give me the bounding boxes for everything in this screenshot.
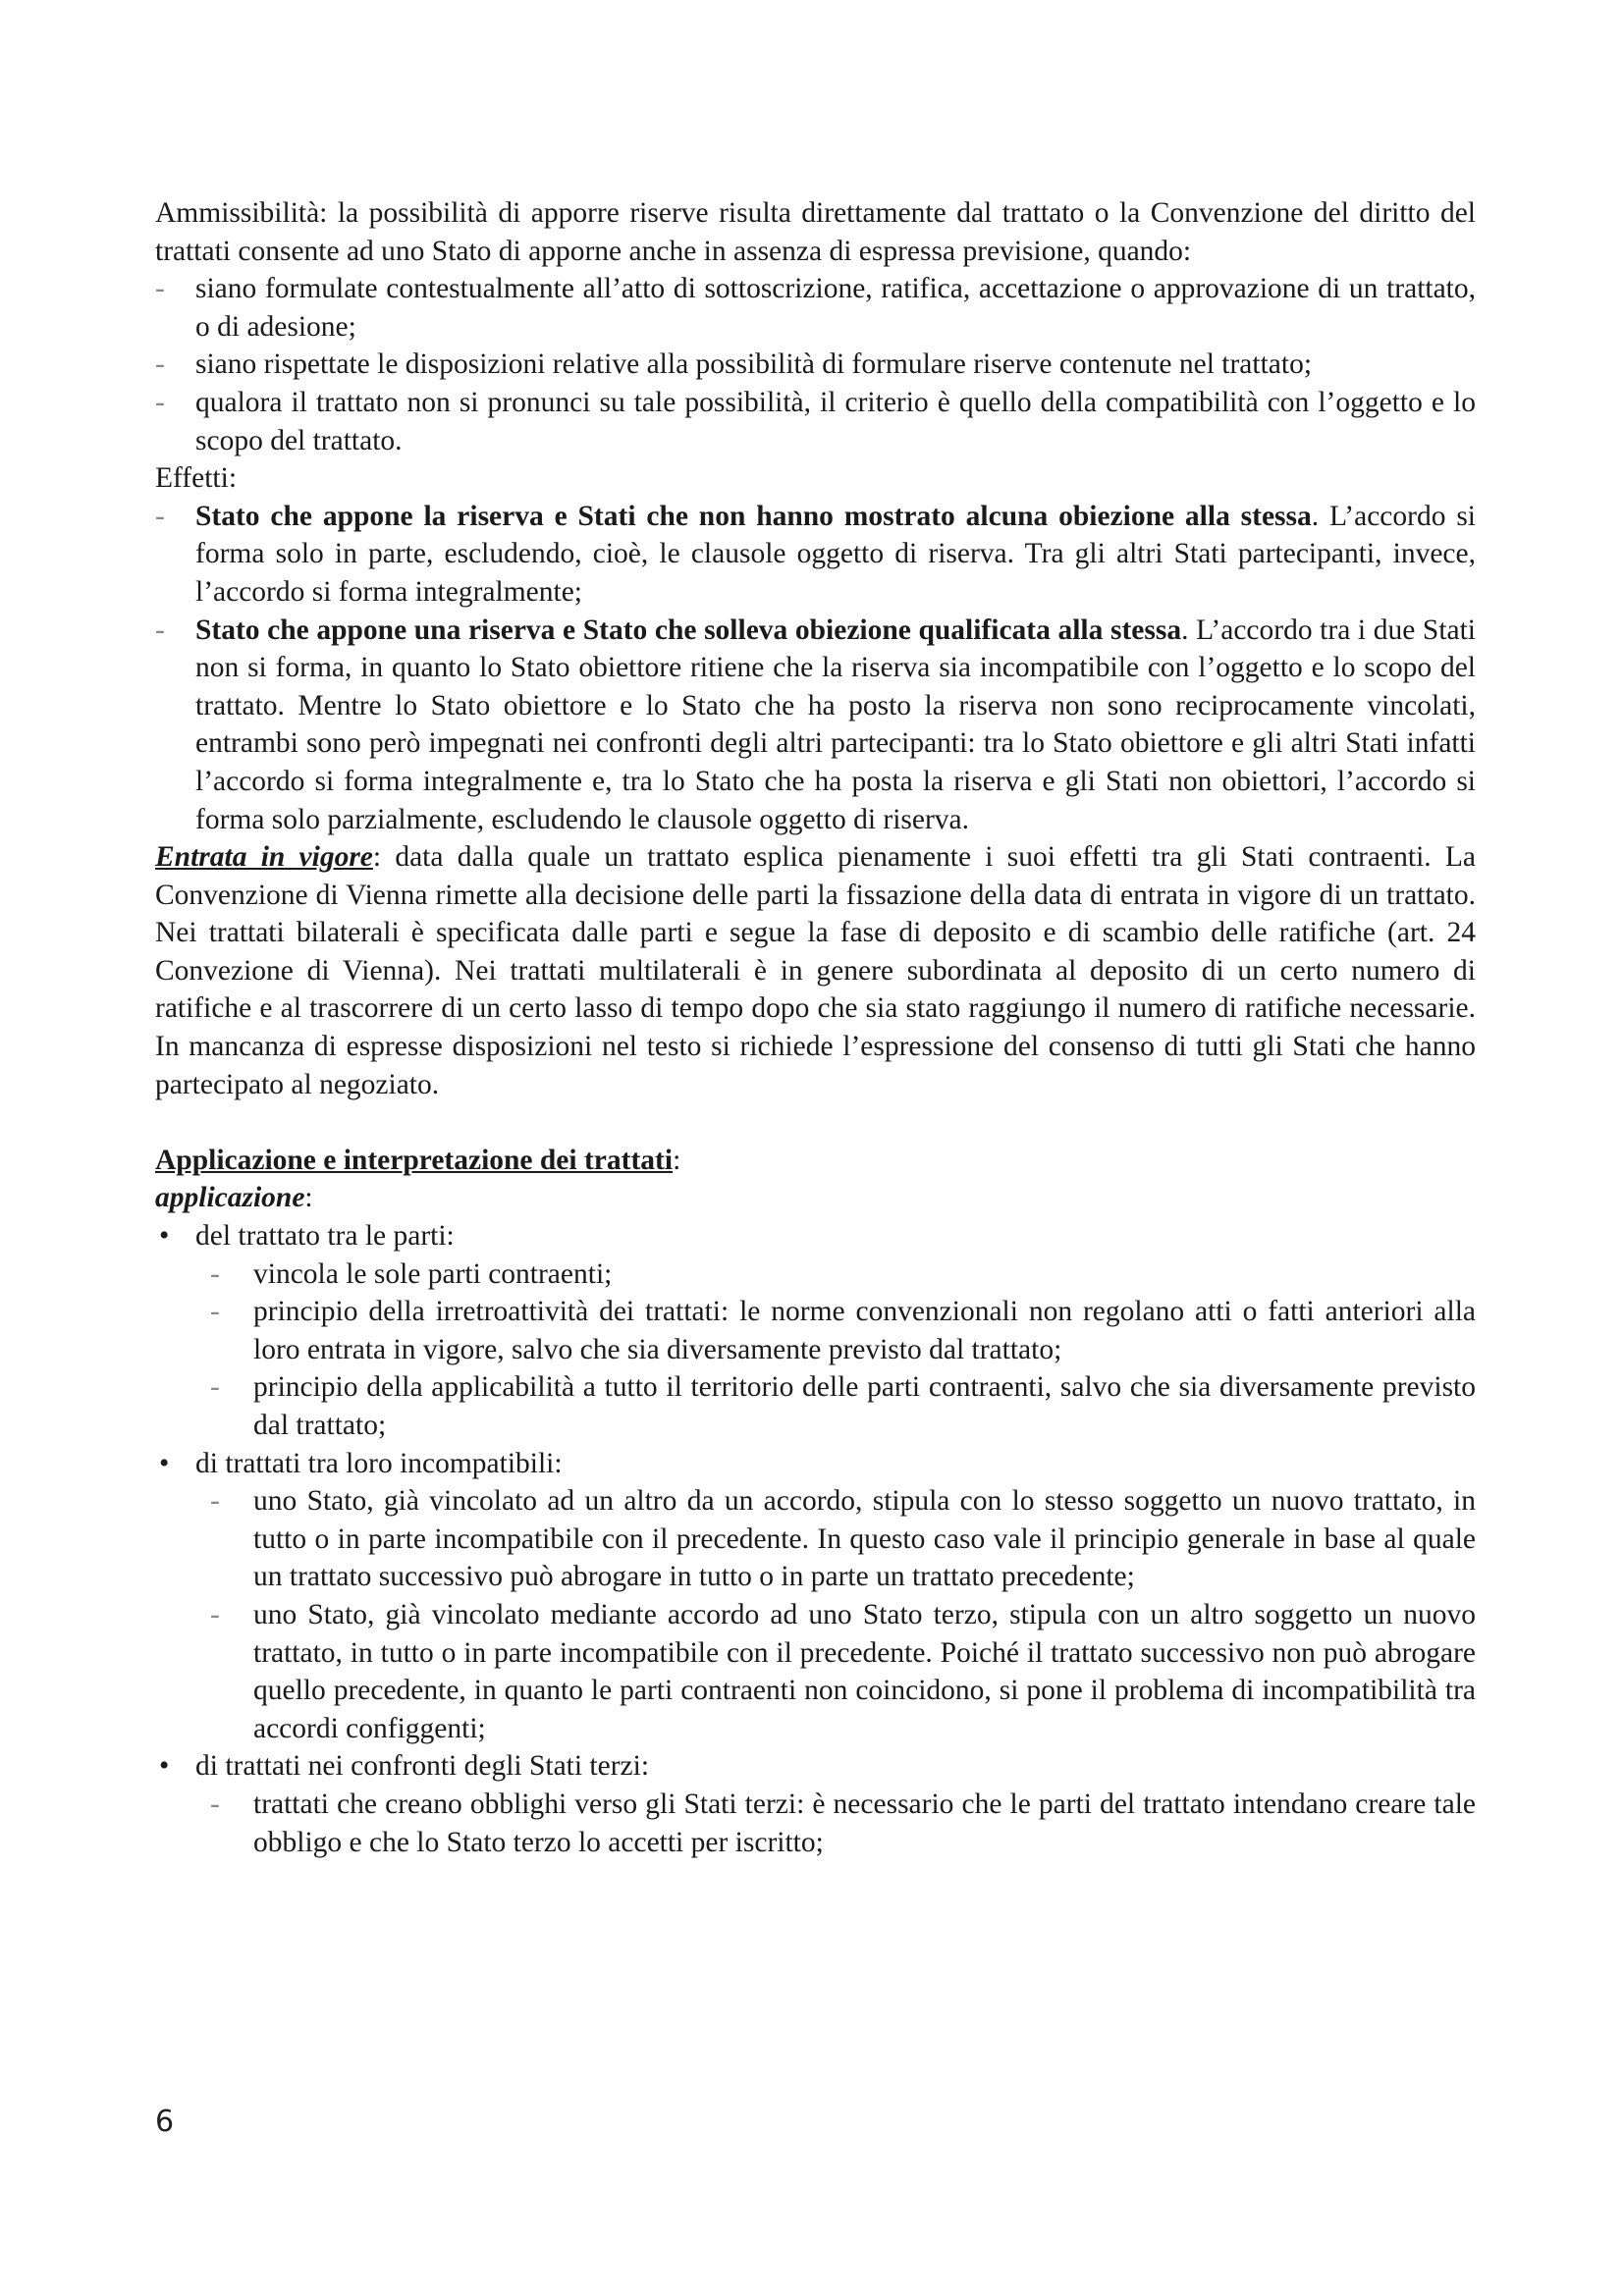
section-title: Applicazione e interpretazione dei trattati <box>155 1144 674 1176</box>
list-item-text: siano rispettate le disposizioni relative alla possibilità di formulare riserve contenute nel trattato; <box>195 348 1313 381</box>
subsection-heading <box>155 1179 1476 1217</box>
sub-list-item <box>155 1293 1476 1368</box>
entrata-term: Entrata in vigore <box>155 841 373 874</box>
dash-marker: - <box>155 614 165 646</box>
list-item-text: qualora il trattato non si pronunci su tale possibilità, il criterio è quello della compatibilità con l’oggetto e lo scopo del trattato. <box>195 386 1476 456</box>
bullet-label: di trattati nei confronti degli Stati terzi: <box>195 1750 650 1783</box>
subsection-title-colon: : <box>304 1182 313 1214</box>
sub-list-item-text: principio della irretroattività dei trattati: le norme convenzionali non regolano atti o fatti anteriori alla loro entrata in vigore, salvo che sia diversamente previsto dal trattato; <box>253 1296 1476 1365</box>
dash-marker: - <box>210 1296 220 1328</box>
list-item <box>155 270 1476 346</box>
dash-marker: - <box>210 1257 220 1290</box>
dash-marker: - <box>155 386 165 418</box>
page-number: 6 <box>155 2105 175 2139</box>
list-item <box>155 498 1476 612</box>
list-item-text: . L’accordo tra i due Stati non si forma, in quanto lo Stato obiettore ritiene che la riserva sia incompatibile con l’oggetto e lo scopo del trattato. Mentre lo Stato obiettore e lo Stato che ha posto la riserva non sono reciprocamente vincolati, entrambi sono però impegnati nei confronti degli altri partecipanti: tra lo Stato obiettore e gli altri Stati infatti l’accordo si forma integralmente e, tra lo Stato che ha posta la riserva e gli Stati non obiettori, l’accordo si forma solo parzialmente, escludendo le clausole oggetto di riserva. <box>195 614 1476 835</box>
sub-list-item <box>155 1368 1476 1444</box>
sub-list-item <box>155 1596 1476 1747</box>
entrata-text: : data dalla quale un trattato esplica pienamente i suoi effetti tra gli Stati contraenti. La Convenzione di Vienna rimette alla decisione delle parti la fissazione della data di entrata in vigore di un trattato. Nei trattati bilaterali è specificata dalle parti e segue la fase di deposito e di scambio delle ratifiche (art. 24 Convezione di Vienna). Nei trattati multilaterali è in genere subordinata al deposito di un certo numero di ratifiche e al trascorrere di un certo lasso di tempo dopo che sia stato raggiungo il numero di ratifiche necessarie. In mancanza di espresse disposizioni nel testo si richiede l’espressione del consenso di tutti gli Stati che hanno partecipato al negoziato. <box>155 841 1476 1100</box>
effetto-bold-title: Stato che appone una riserva e Stato che solleva obiezione qualificata alla stessa <box>195 614 1182 646</box>
dash-marker: - <box>210 1485 220 1518</box>
sub-list-item-text: vincola le sole parti contraenti; <box>253 1257 613 1290</box>
list-item <box>155 384 1476 459</box>
bullet-item <box>155 1217 1476 1255</box>
sub-list-item <box>155 1482 1476 1596</box>
bullet-marker: • <box>159 1447 170 1479</box>
list-item <box>155 612 1476 839</box>
bullet-marker: • <box>159 1220 170 1253</box>
sub-list-item-text: uno Stato, già vincolato ad un altro da un accordo, stipula con lo stesso soggetto un nuovo trattato, in tutto o in parte incompatibile con il precedente. In questo caso vale il principio generale in base al quale un trattato successivo può abrogare in tutto o in parte un trattato precedente; <box>253 1485 1476 1593</box>
dash-marker: - <box>155 348 165 381</box>
effetti-heading: Effetti: <box>155 462 238 495</box>
dash-marker: - <box>155 500 165 532</box>
list-item <box>155 346 1476 384</box>
list-item-text: . L’accordo si forma solo in parte, escludendo, cioè, le clausole oggetto di riserva. Tra gli altri Stati partecipanti, invece, l’accordo si forma integralmente; <box>195 500 1476 608</box>
dash-marker: - <box>210 1371 220 1404</box>
section-heading <box>155 1142 1476 1180</box>
sub-list-item <box>155 1786 1476 1861</box>
spacer <box>155 1103 1476 1142</box>
entrata-paragraph <box>155 838 1476 1103</box>
bullet-item <box>155 1747 1476 1786</box>
ammissibilita-paragraph: Ammissibilità: la possibilità di apporre riserve risulta direttamente dal trattato o la Convenzione del diritto del trattati consente ad uno Stato di apporne anche in assenza di espressa previsione, quando: <box>155 197 1476 267</box>
sub-list-item-text: principio della applicabilità a tutto il territorio delle parti contraenti, salvo che sia diversamente previsto dal trattato; <box>253 1371 1476 1441</box>
document-page <box>155 194 1476 1861</box>
sub-list-item-text: uno Stato, già vincolato mediante accordo ad uno Stato terzo, stipula con un altro soggetto un nuovo trattato, in tutto o in parte incompatibile con il precedente. Poiché il trattato successivo non può abrogare quello precedente, in quanto le parti contraenti non coincidono, si pone il problema di incompatibilità tra accordi configgenti; <box>253 1598 1476 1744</box>
subsection-title: applicazione <box>155 1182 305 1214</box>
bullet-label: di trattati tra loro incompatibili: <box>195 1447 563 1479</box>
list-item-text: siano formulate contestualmente all’atto di sottoscrizione, ratifica, accettazione o approvazione di un trattato, o di adesione; <box>195 273 1476 343</box>
bullet-marker: • <box>159 1750 170 1783</box>
bullet-label: del trattato tra le parti: <box>195 1220 455 1253</box>
dash-marker: - <box>210 1788 220 1820</box>
sub-list-item-text: trattati che creano obblighi verso gli Stati terzi: è necessario che le parti del trattato intendano creare tale obbligo e che lo Stato terzo lo accetti per iscritto; <box>253 1788 1476 1858</box>
effetto-bold-title: Stato che appone la riserva e Stati che non hanno mostrato alcuna obiezione alla stessa <box>195 500 1312 532</box>
dash-marker: - <box>210 1598 220 1630</box>
sub-list-item <box>155 1255 1476 1294</box>
section-title-colon: : <box>673 1144 681 1176</box>
dash-marker: - <box>155 273 165 305</box>
bullet-item <box>155 1445 1476 1483</box>
